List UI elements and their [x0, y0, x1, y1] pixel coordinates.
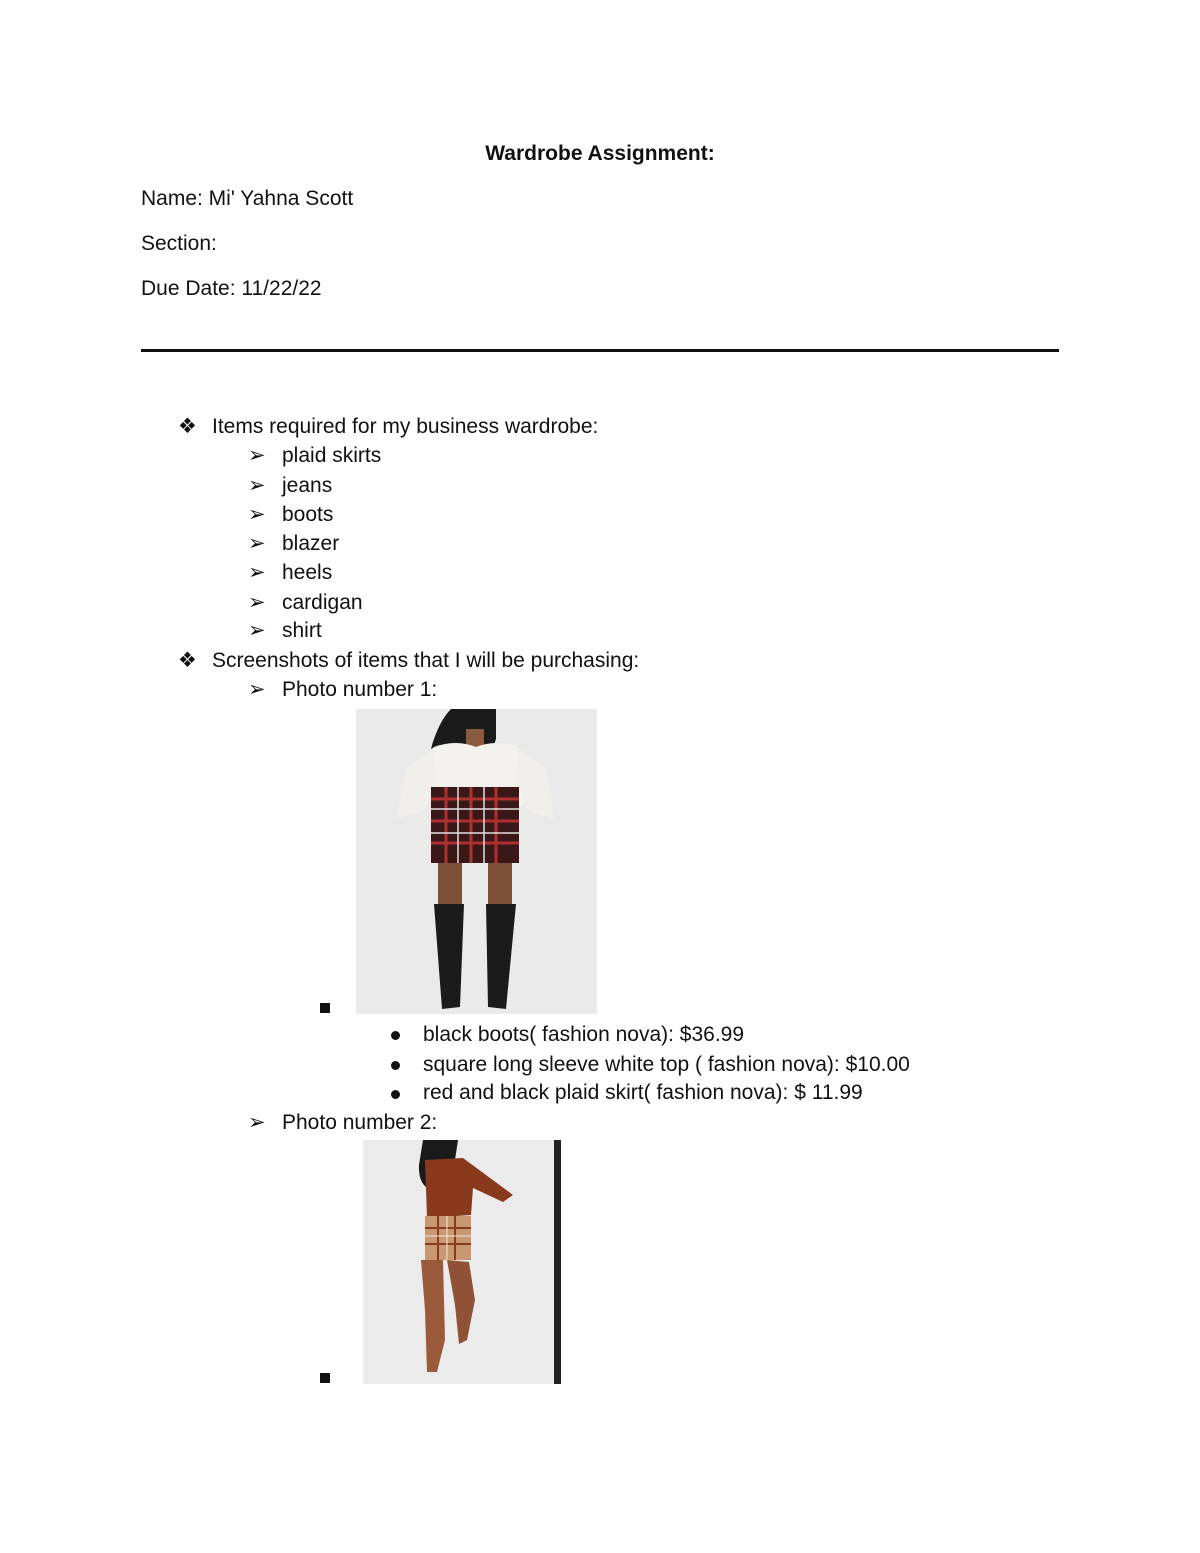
name-line: Name: Mi' Yahna Scott [141, 187, 354, 210]
list-item: ➢ blazer [248, 532, 340, 555]
items-required-heading: ❖ Items required for my business wardrobe: [178, 415, 599, 438]
list-item: ➢ heels [248, 561, 333, 584]
arrow-bullet-icon: ➢ [248, 561, 266, 584]
square-bullet-icon [320, 1003, 330, 1013]
arrow-bullet-icon: ➢ [248, 444, 266, 467]
arrow-bullet-icon: ➢ [248, 619, 266, 642]
list-item: ➢ plaid skirts [248, 444, 382, 467]
arrow-bullet-icon: ➢ [248, 474, 266, 497]
arrow-bullet-icon: ➢ [248, 503, 266, 526]
horizontal-divider [141, 349, 1059, 352]
arrow-bullet-icon: ➢ [248, 1111, 266, 1134]
arrow-bullet-icon: ➢ [248, 532, 266, 555]
photo-2-label: ➢ Photo number 2: [248, 1111, 438, 1134]
list-item: ➢ cardigan [248, 591, 363, 614]
list-item: ➢ shirt [248, 619, 322, 642]
detail-item: black boots( fashion nova): $36.99 [423, 1023, 745, 1046]
outfit-photo-1 [356, 709, 597, 1014]
arrow-bullet-icon: ➢ [248, 591, 266, 614]
dot-bullet-icon [391, 1031, 400, 1040]
diamond-bullet-icon: ❖ [178, 649, 197, 672]
outfit-photo-2 [363, 1140, 561, 1384]
due-date-line: Due Date: 11/22/22 [141, 277, 322, 300]
screenshots-heading: ❖ Screenshots of items that I will be purchasing: [178, 649, 640, 672]
diamond-bullet-icon: ❖ [178, 415, 197, 438]
document-title: Wardrobe Assignment: [485, 142, 715, 165]
dot-bullet-icon [391, 1090, 400, 1099]
dot-bullet-icon [391, 1061, 400, 1070]
arrow-bullet-icon: ➢ [248, 678, 266, 701]
section-line: Section: [141, 232, 217, 255]
photo-1-label: ➢ Photo number 1: [248, 678, 438, 701]
detail-item: red and black plaid skirt( fashion nova): $ 11.99 [423, 1081, 863, 1104]
list-item: ➢ boots [248, 503, 334, 526]
square-bullet-icon [320, 1373, 330, 1383]
detail-item: square long sleeve white top ( fashion nova): $10.00 [423, 1053, 910, 1076]
list-item: ➢ jeans [248, 474, 333, 497]
